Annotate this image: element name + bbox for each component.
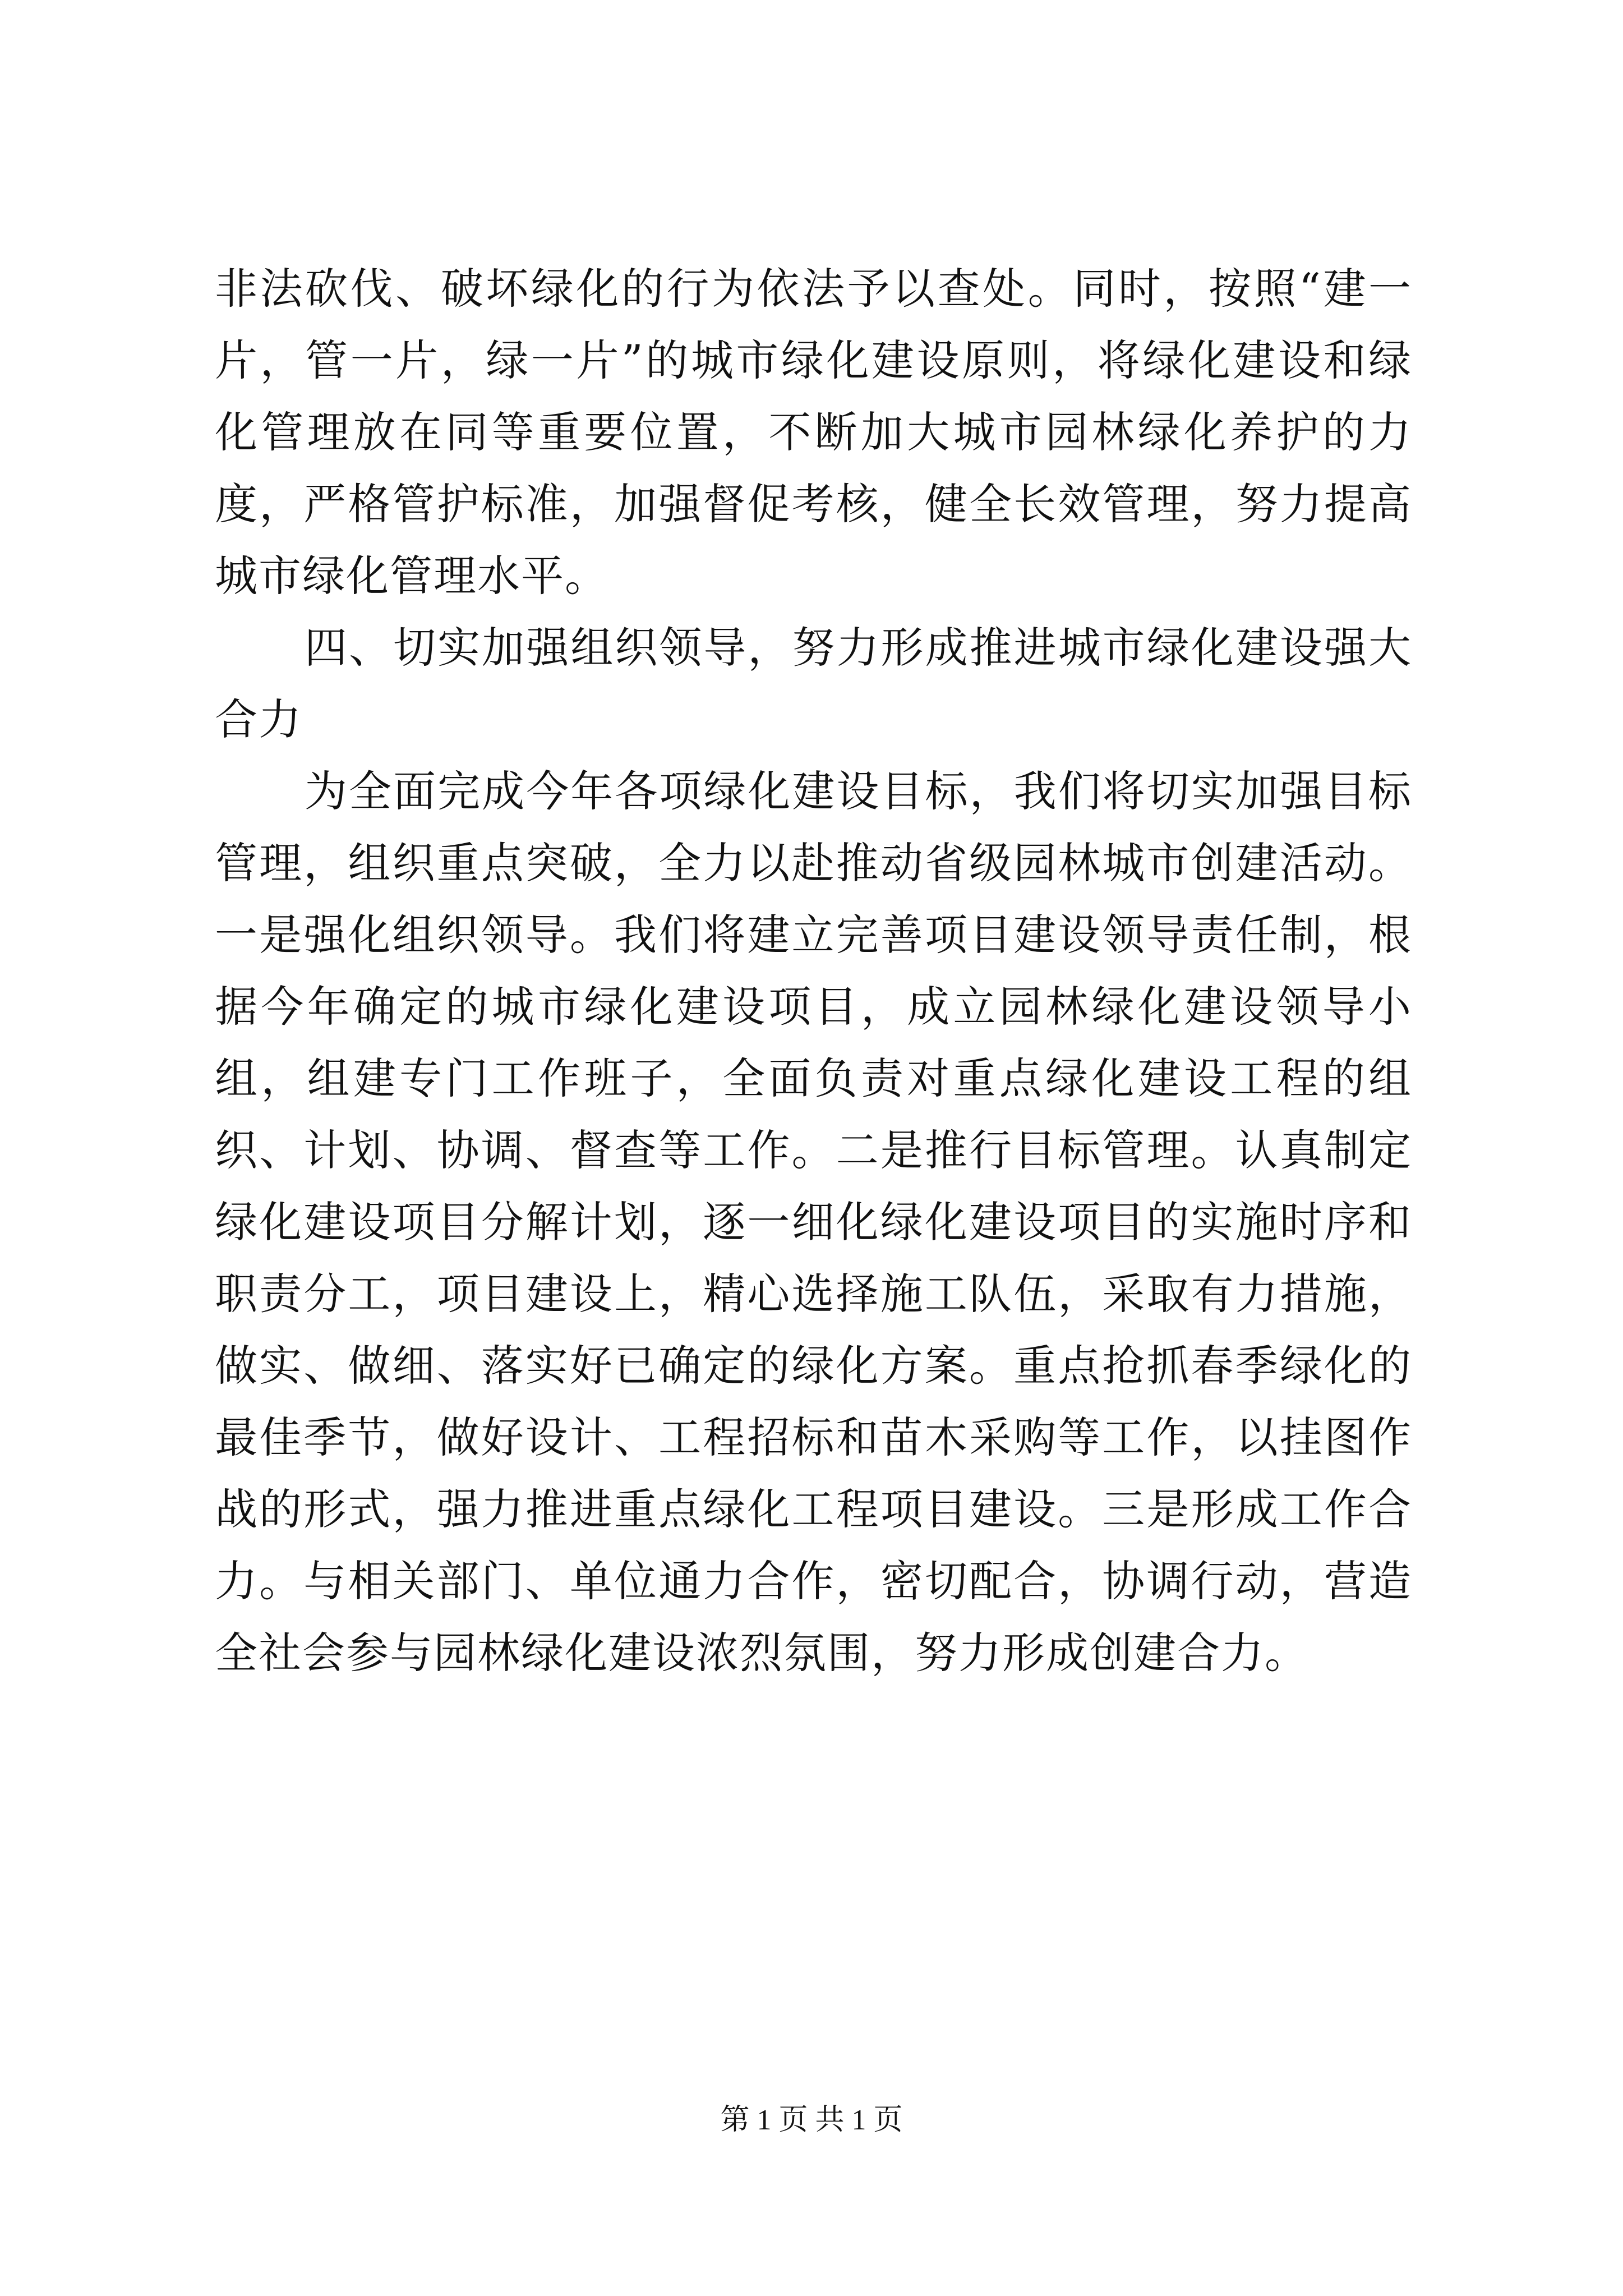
page-number-footer: 第 1 页 共 1 页 — [720, 2104, 903, 2136]
paragraph-continuation: 非法砍伐、破坏绿化的行为依法予以查处。同时，按照“建一片，管一片，绿一片”的城市绿化建设原则，将绿化建设和绿化管理放在同等重要位置，不断加大城市园林绿化养护的力度，严格管护标准，加强督促考核，健全长效管理，努力提高城市绿化管理水平。 — [215, 264, 1412, 601]
document-body — [215, 253, 1412, 1689]
paragraph-body: 为全面完成今年各项绿化建设目标，我们将切实加强目标管理，组织重点突破，全力以赴推动省级园林城市创建活动。一是强化组织领导。我们将建立完善项目建设领导责任制，根据今年确定的城市绿化建设项目，成立园林绿化建设领导小组，组建专门工作班子，全面负责对重点绿化建设工程的组织、计划、协调、督查等工作。二是推行目标管理。认真制定绿化建设项目分解计划，逐一细化绿化建设项目的实施时序和职责分工，项目建设上，精心选择施工队伍，采取有力措施，做实、做细、落实好已确定的绿化方案。重点抢抓春季绿化的最佳季节，做好设计、工程招标和苗木采购等工作，以挂图作战的形式，强力推进重点绿化工程项目建设。三是形成工作合力。与相关部门、单位通力合作，密切配合，协调行动，营造全社会参与园林绿化建设浓烈氛围，努力形成创建合力。 — [215, 766, 1412, 1678]
section-heading: 四、切实加强组织领导，努力形成推进城市绿化建设强大合力 — [215, 623, 1412, 744]
